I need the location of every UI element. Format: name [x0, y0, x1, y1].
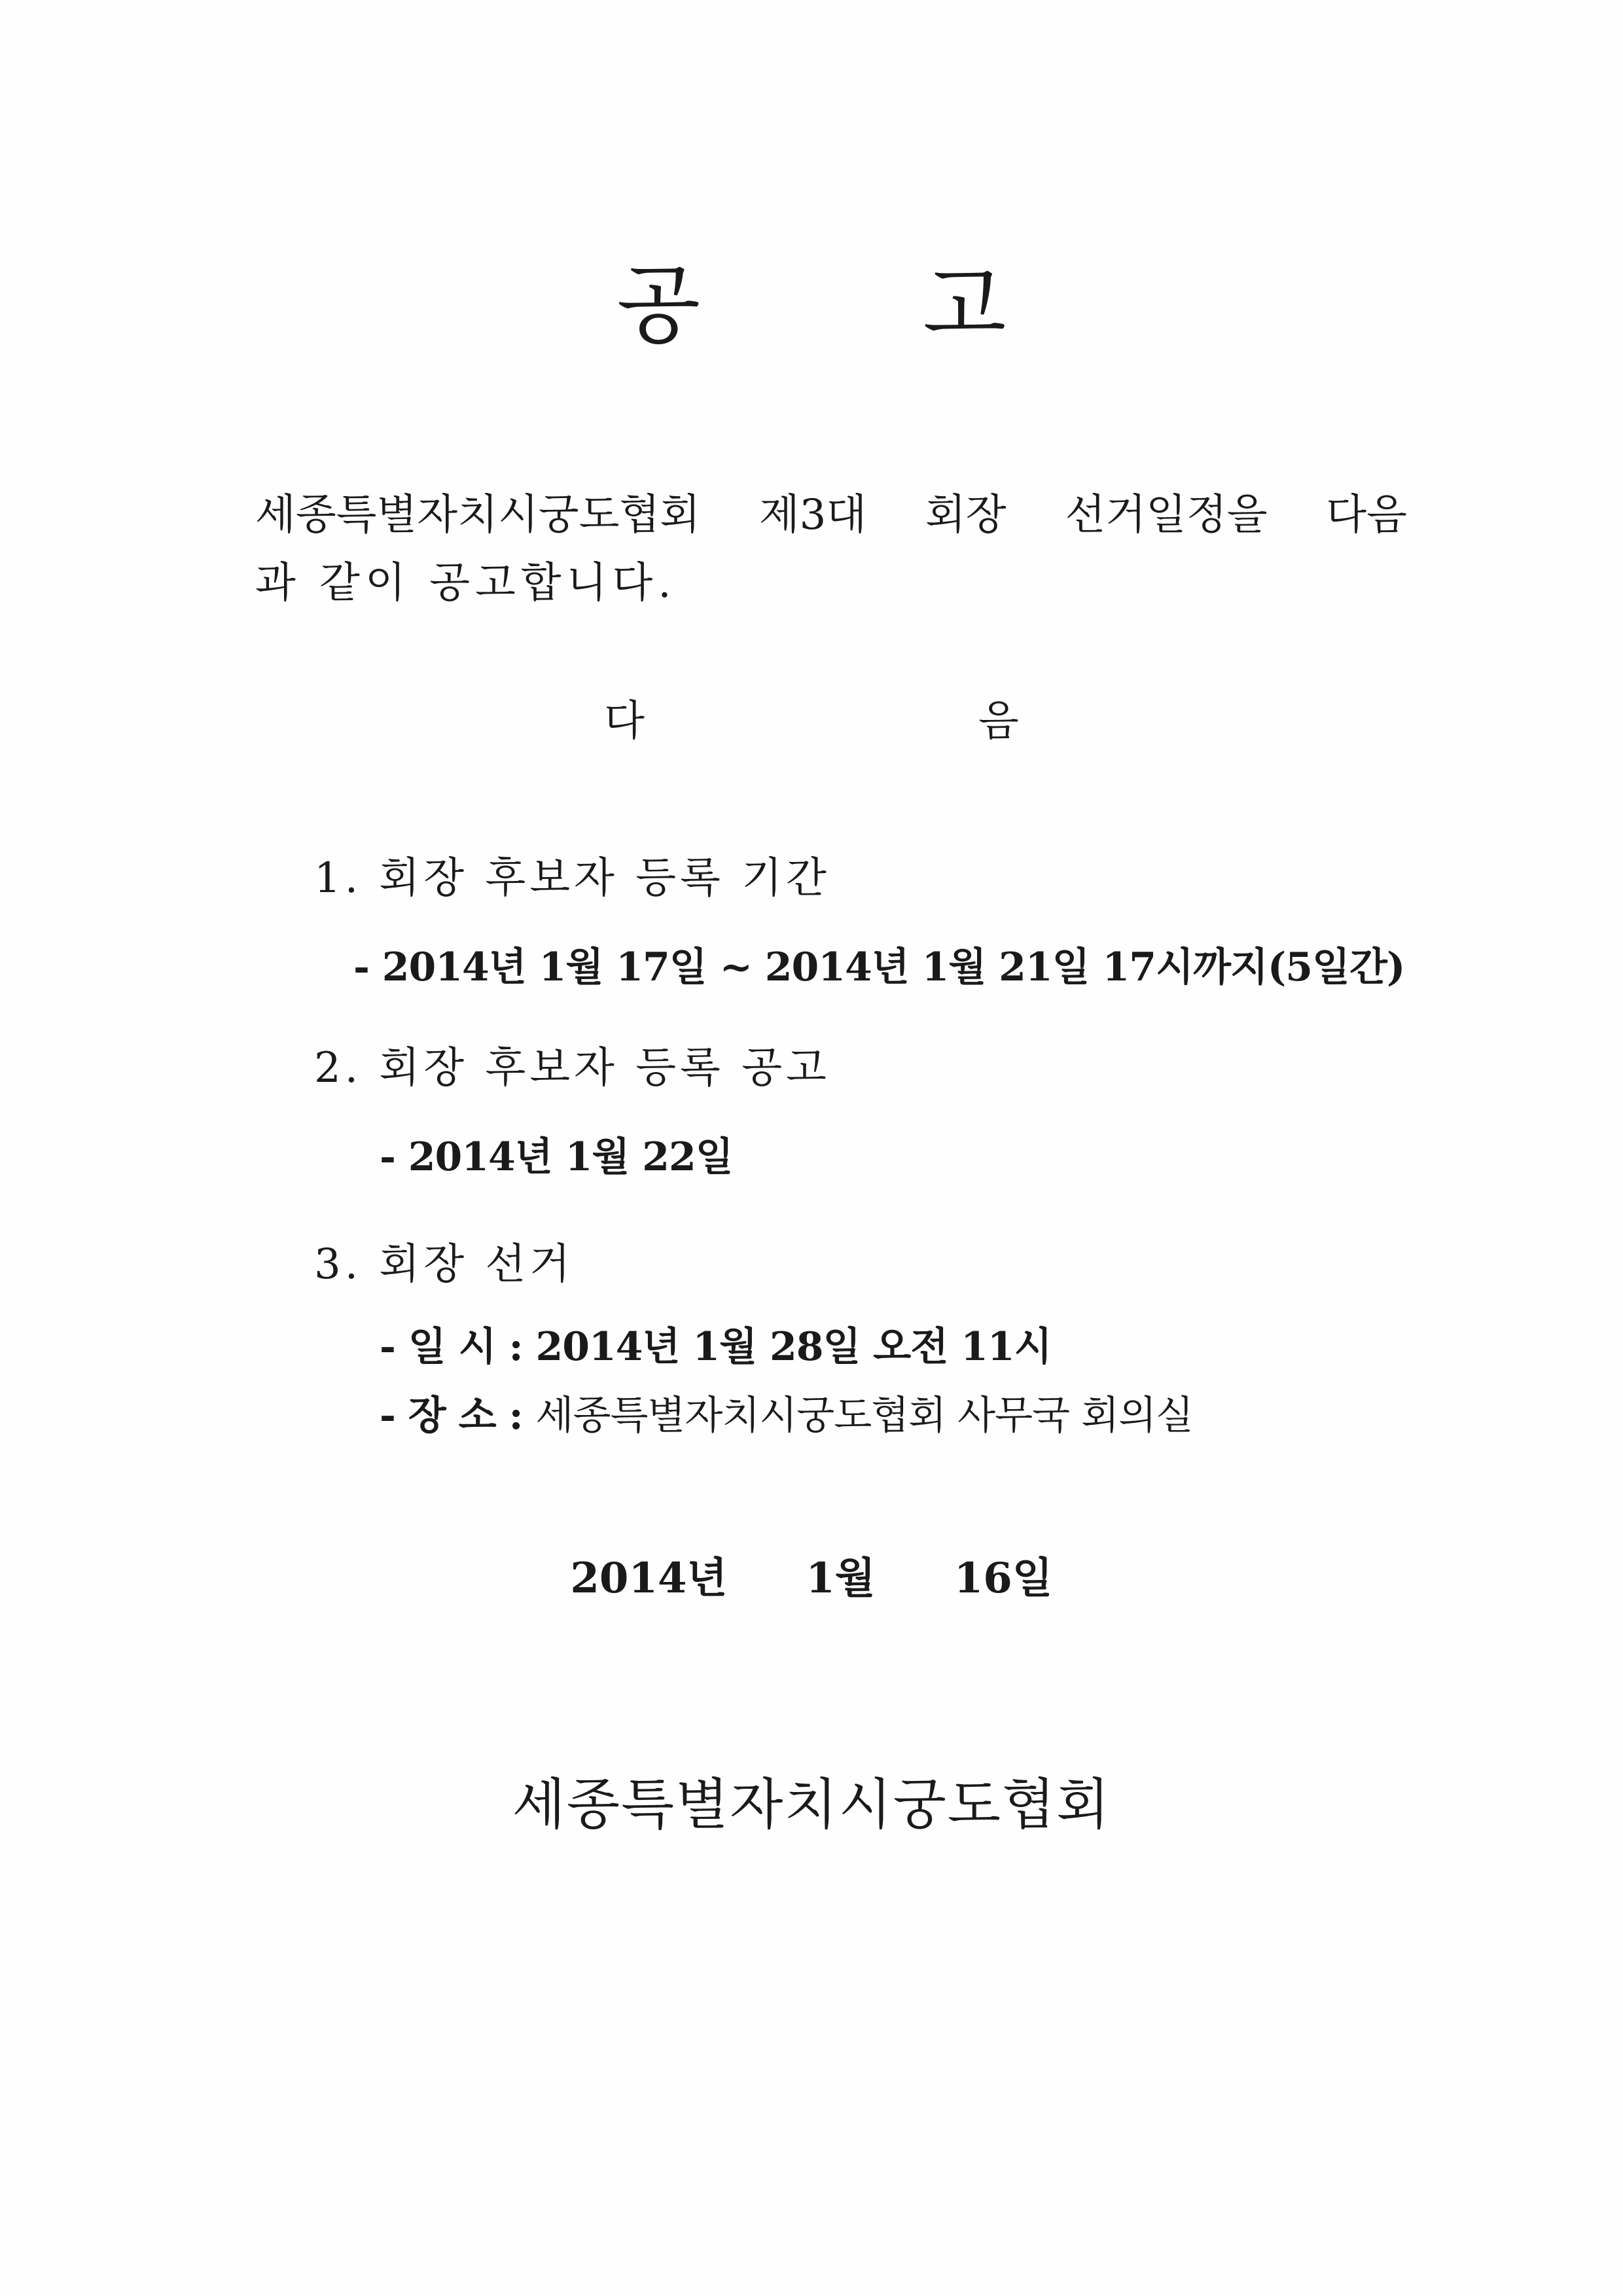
item-3-place-value: 세종특별자치시궁도협회 사무국 회의실	[535, 1393, 1193, 1439]
organization-name: 세종특별자치시궁도협회	[512, 1772, 1111, 1837]
item-3-place	[380, 1384, 1193, 1441]
title-char-2: 고	[923, 255, 1007, 356]
intro-paragraph	[255, 481, 1407, 617]
item-1-detail: - 2014년 1월 17일 ~ 2014년 1월 21일 17시까지(5일간)	[353, 944, 1405, 990]
item-3-heading: 3. 회장 선거	[314, 1240, 575, 1289]
issue-date	[0, 1545, 1623, 1605]
intro-line-2: 과 같이 공고합니다.	[255, 559, 677, 607]
document-title	[0, 236, 1623, 360]
issue-date-year: 2014년	[570, 1554, 728, 1603]
item-1-heading: 1. 회장 후보자 등록 기간	[314, 854, 830, 903]
intro-word: 다음	[1326, 491, 1407, 539]
title-char-1: 공	[616, 255, 700, 356]
intro-word: 선거일정을	[1065, 491, 1268, 539]
item-2-detail: - 2014년 1월 22일	[380, 1134, 733, 1180]
item-3-place-prefix: - 장 소 :	[380, 1393, 536, 1439]
daeum-heading	[0, 687, 1623, 747]
daeum-char-2: 음	[978, 697, 1019, 745]
intro-word: 회장	[925, 491, 1007, 539]
intro-word: 세종특별자치시궁도협회	[255, 491, 701, 539]
issue-date-day: 16일	[954, 1554, 1053, 1603]
intro-word: 제3대	[758, 491, 867, 539]
item-3-time: - 일 시 : 2014년 1월 28일 오전 11시	[380, 1324, 1052, 1370]
item-2-heading: 2. 회장 후보자 등록 공고	[314, 1044, 830, 1092]
daeum-char-1: 다	[604, 697, 645, 745]
issue-date-month: 1월	[806, 1554, 876, 1603]
intro-line-1	[255, 481, 1407, 549]
